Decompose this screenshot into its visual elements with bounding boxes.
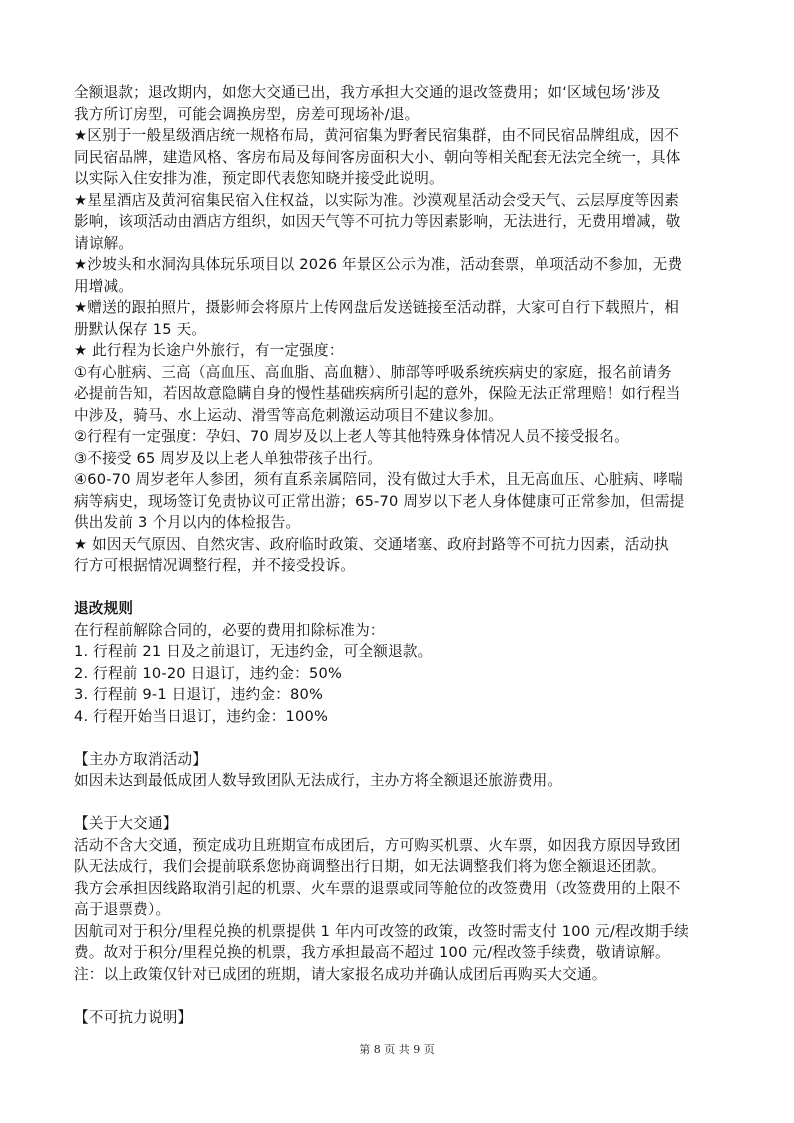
note-line: 行方可根据情况调整行程，并不接受投诉。 bbox=[74, 557, 356, 574]
transport-section-title: 【关于大交通】 bbox=[74, 815, 178, 832]
health-note-line: ③不接受 65 周岁及以上老人单独带孩子出行。 bbox=[74, 449, 383, 467]
note-line: ★沙坡头和水洞沟具体玩乐项目以 2026 年景区公示为准，活动套票，单项活动不参加，无费 bbox=[74, 256, 683, 273]
transport-text: 注：以上政策仅针对已成团的班期，请大家报名成功并确认成团后再购买大交通。 bbox=[74, 965, 607, 983]
spacer bbox=[74, 792, 724, 814]
refund-item: 3. 行程前 9-1 日退订，违约金：80% bbox=[74, 686, 324, 703]
health-note-line: 中涉及，骑马、水上运动、滑雪等高危刺激运动项目不建议参加。 bbox=[74, 406, 504, 424]
note-line: 用增减。 bbox=[74, 277, 134, 295]
transport-text: 活动不含大交通，预定成功且班期宣布成团后，方可购买机票、火车票，如因我方原因导致团 bbox=[74, 836, 681, 854]
note-line: 册默认保存 15 天。 bbox=[74, 320, 207, 338]
refund-item: 1. 行程前 21 日及之前退订，无违约金，可全额退款。 bbox=[74, 643, 433, 660]
refund-item: 2. 行程前 10-20 日退订，违约金：50% bbox=[74, 664, 343, 682]
transport-text: 队无法成行，我们会提前联系您协商调整出行日期，如无法调整我们将为您全额退还团款。 bbox=[74, 858, 666, 875]
document-body bbox=[74, 82, 724, 1028]
transport-text: 因航司对于积分/里程兑换的机票提供 1 年内可改签的政策，改签时需支付 100 元/程改期手续 bbox=[74, 922, 689, 940]
note-line: 同民宿品牌，建造风格、客房布局及每间客房面积大小、朝向等相关配套无法完全统一，具体 bbox=[74, 148, 681, 166]
transport-text: 高于退票费）。 bbox=[74, 901, 171, 918]
note-line: ★赠送的跟拍照片，摄影师会将原片上传网盘后发送链接至活动群，大家可自行下载照片，相 bbox=[74, 299, 680, 316]
note-line: ★区别于一般星级酒店统一规格布局，黄河宿集为野奢民宿集群，由不同民宿品牌组成，因不 bbox=[74, 127, 680, 144]
health-note-line: 必提前告知，若因故意隐瞒自身的慢性基础疾病所引起的意外，保险无法正常理赔！如行程当 bbox=[74, 385, 681, 402]
note-line: ★ 此行程为长途户外旅行，有一定强度： bbox=[74, 342, 344, 359]
force-majeure-section-title: 【不可抗力说明】 bbox=[74, 1008, 193, 1026]
health-note-line: 供出发前 3 个月以内的体检报告。 bbox=[74, 514, 301, 531]
health-note-line: ④60-70 周岁老年人参团，须有直系亲属陪同，没有做过大手术，且无高血压、心脏病、哮喘 bbox=[74, 471, 683, 488]
note-line: 全额退款；退改期内，如您大交通已出，我方承担大交通的退改签费用；如‘区域包场’涉及 bbox=[74, 84, 661, 101]
note-line: 影响，该项活动由酒店方组织，如因天气等不可抗力等因素影响，无法进行，无费用增减，敬 bbox=[74, 213, 681, 230]
cancel-section-title: 【主办方取消活动】 bbox=[74, 750, 208, 768]
note-line: 我方所订房型，可能会调换房型，房差可现场补/退。 bbox=[74, 105, 420, 123]
cancel-text: 如因未达到最低成团人数导致团队无法成行，主办方将全额退还旅游费用。 bbox=[74, 772, 563, 789]
health-note-line: ①有心脏病、三高（高血压、高血脂、高血糖）、肺部等呼吸系统疾病史的家庭，报名前请务 bbox=[74, 363, 672, 381]
note-line: 以实际入住安排为准，预定即代表您知晓并接受此说明。 bbox=[74, 170, 444, 187]
health-note-line: 病等病史，现场签订免责协议可正常出游；65-70 周岁以下老人身体健康可正常参加，但需提 bbox=[74, 492, 685, 510]
transport-text: 费。故对于积分/里程兑换的机票，我方承担最高不超过 100 元/程改签手续费，敬请谅解。 bbox=[74, 944, 670, 961]
transport-text: 我方会承担因线路取消引起的机票、火车票的退票或同等舱位的改签费用（改签费用的上限不 bbox=[74, 879, 681, 897]
page-number: 第 8 页 共 9 页 bbox=[359, 1043, 435, 1056]
refund-item: 4. 行程开始当日退订，违约金：100% bbox=[74, 707, 329, 725]
spacer bbox=[74, 727, 724, 749]
note-line: ★星星酒店及黄河宿集民宿入住权益，以实际为准。沙漠观星活动会受天气、云层厚度等因素 bbox=[74, 191, 680, 209]
note-line: ★ 如因天气原因、自然灾害、政府临时政策、交通堵塞、政府封路等不可抗力因素，活动执 bbox=[74, 535, 670, 553]
spacer bbox=[74, 577, 724, 599]
health-note-line: ②行程有一定强度：孕妇、70 周岁及以上老人等其他特殊身体情况人员不接受报名。 bbox=[74, 428, 629, 445]
refund-intro: 在行程前解除合同的，必要的费用扣除标准为： bbox=[74, 621, 385, 639]
spacer bbox=[74, 985, 724, 1007]
refund-section-title: 退改规则 bbox=[74, 600, 134, 617]
note-line: 请谅解。 bbox=[74, 234, 134, 252]
